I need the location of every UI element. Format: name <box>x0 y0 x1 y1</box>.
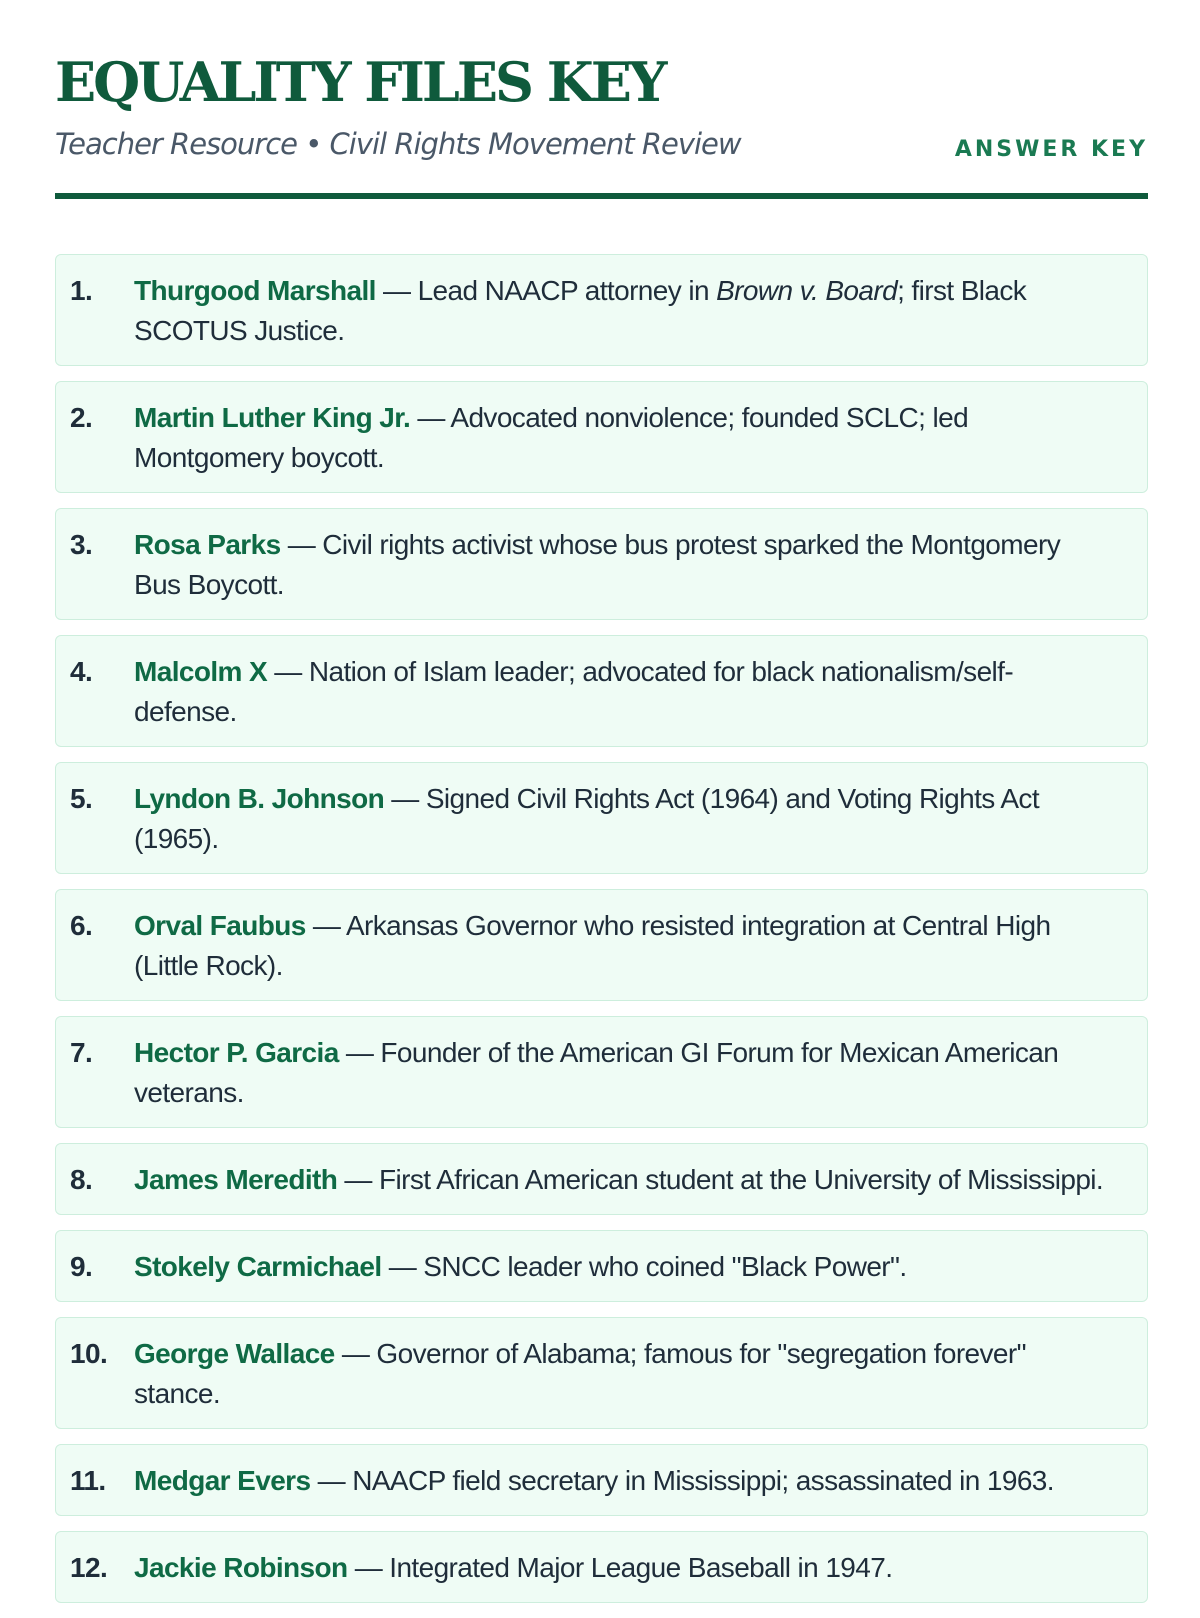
list-item <box>55 1444 1148 1516</box>
item-description: — Founder of the American GI Forum for Mexican American veterans. <box>134 1037 1059 1108</box>
item-description: — SNCC leader who coined "Black Power". <box>381 1251 907 1282</box>
item-description: — Arkansas Governor who resisted integration at Central High (Little Rock). <box>134 910 1051 981</box>
item-name: James Meredith <box>134 1164 338 1195</box>
item-number: 10. <box>70 1338 108 1369</box>
list-item <box>55 254 1148 366</box>
item-number: 3. <box>70 529 93 560</box>
item-description: — Governor of Alabama; famous for "segregation forever" stance. <box>134 1338 1026 1409</box>
list-item <box>55 381 1148 493</box>
page-subtitle: Teacher Resource • Civil Rights Movement Review <box>55 127 741 161</box>
item-number: 5. <box>70 783 93 814</box>
item-name: Lyndon B. Johnson <box>134 783 385 814</box>
item-name: Rosa Parks <box>134 529 281 560</box>
item-description: — Advocated nonviolence; founded SCLC; led Montgomery boycott. <box>134 402 969 473</box>
item-name: George Wallace <box>134 1338 335 1369</box>
item-description: — Nation of Islam leader; advocated for black nationalism/self-defense. <box>134 656 1014 727</box>
answer-key-badge: ANSWER KEY <box>954 137 1148 162</box>
item-description: — Integrated Major League Baseball in 1947. <box>347 1552 893 1583</box>
header-divider <box>55 193 1148 199</box>
list-item <box>55 762 1148 874</box>
item-description-text: — Lead NAACP attorney in <box>375 275 717 306</box>
item-description: — NAACP field secretary in Mississippi; assassinated in 1963. <box>310 1465 1054 1496</box>
list-item <box>55 889 1148 1001</box>
list-item <box>55 1230 1148 1302</box>
item-description-italic: Brown v. Board <box>716 275 898 306</box>
list-item <box>55 1317 1148 1429</box>
item-name: Malcolm X <box>134 656 268 687</box>
item-number: 6. <box>70 910 93 941</box>
item-name: Medgar Evers <box>134 1465 311 1496</box>
header <box>55 0 1148 200</box>
list-item <box>55 1143 1148 1215</box>
list-item <box>55 1016 1148 1128</box>
item-number: 8. <box>70 1164 93 1195</box>
item-number: 2. <box>70 402 93 433</box>
item-name: Thurgood Marshall <box>134 275 376 306</box>
item-number: 11. <box>70 1465 106 1496</box>
item-number: 4. <box>70 656 93 687</box>
item-number: 7. <box>70 1037 93 1068</box>
list-item <box>55 508 1148 620</box>
item-name: Stokely Carmichael <box>134 1251 382 1282</box>
answer-key-page <box>55 0 1148 1583</box>
item-description: — Civil rights activist whose bus protest sparked the Montgomery Bus Boycott. <box>134 529 1061 600</box>
page-title: EQUALITY FILES KEY <box>55 50 665 114</box>
item-name: Orval Faubus <box>134 910 306 941</box>
item-number: 9. <box>70 1251 93 1282</box>
item-name: Martin Luther King Jr. <box>134 402 411 433</box>
item-description-text: ; first Black SCOTUS Justice. <box>134 275 1027 346</box>
item-name: Hector P. Garcia <box>134 1037 339 1068</box>
item-name: Jackie Robinson <box>134 1552 348 1583</box>
answer-list <box>55 254 1148 1618</box>
item-description: — Signed Civil Rights Act (1964) and Voting Rights Act (1965). <box>134 783 1039 854</box>
list-item <box>55 635 1148 747</box>
item-description: — First African American student at the University of Mississippi. <box>337 1164 1104 1195</box>
list-item <box>55 1531 1148 1603</box>
item-number: 12. <box>70 1552 108 1583</box>
item-number: 1. <box>70 275 93 306</box>
